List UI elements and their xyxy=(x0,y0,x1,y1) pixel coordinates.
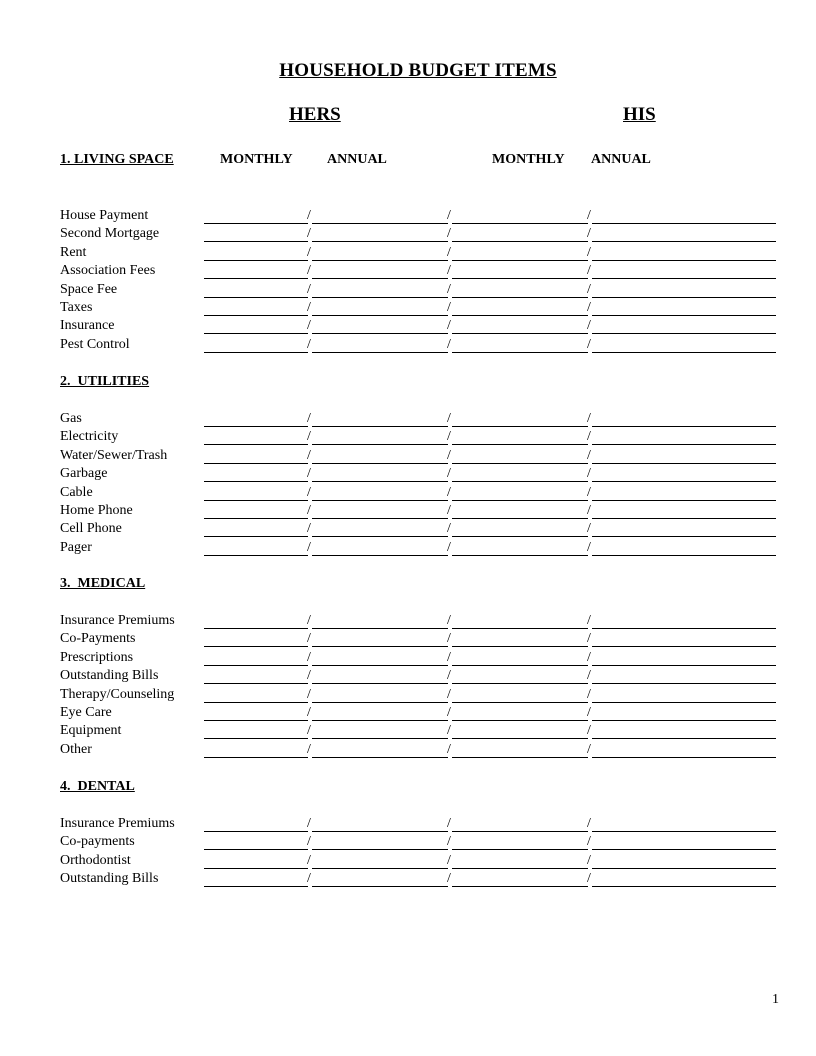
his-annual-blank[interactable] xyxy=(592,333,776,334)
budget-row xyxy=(0,687,816,705)
slash-separator: / xyxy=(447,208,451,223)
his-annual-blank[interactable] xyxy=(592,444,776,445)
slash-separator: / xyxy=(447,226,451,242)
budget-row xyxy=(0,834,816,852)
slash-separator: / xyxy=(587,226,591,242)
slash-separator: / xyxy=(587,613,591,628)
slash-separator: / xyxy=(587,834,591,850)
page-number: 1 xyxy=(772,992,779,1007)
his-monthly-blank[interactable] xyxy=(452,426,588,427)
his-annual-blank[interactable] xyxy=(592,738,776,739)
his-annual-blank[interactable] xyxy=(592,463,776,464)
budget-item-label: Therapy/Counseling xyxy=(60,686,175,702)
his-monthly-blank[interactable] xyxy=(452,720,588,721)
budget-row xyxy=(0,540,816,558)
hers-annual-blank[interactable] xyxy=(312,702,448,703)
slash-separator: / xyxy=(447,834,451,850)
slash-separator: / xyxy=(447,447,451,463)
slash-separator: / xyxy=(447,649,451,665)
slash-separator: / xyxy=(307,263,311,279)
budget-item-label: Co-Payments xyxy=(60,631,136,647)
budget-row xyxy=(0,263,816,281)
hers-monthly-blank[interactable] xyxy=(204,297,308,298)
his-annual-blank[interactable] xyxy=(592,536,776,537)
slash-separator: / xyxy=(587,741,591,757)
hers-monthly-blank[interactable] xyxy=(204,278,308,279)
slash-separator: / xyxy=(307,686,311,702)
budget-item-label: Pest Control xyxy=(60,336,130,352)
hers-monthly-blank[interactable] xyxy=(204,518,308,519)
budget-item-label: House Payment xyxy=(60,208,149,223)
his-monthly-blank[interactable] xyxy=(452,333,588,334)
budget-row xyxy=(0,816,816,834)
slash-separator: / xyxy=(307,503,311,518)
budget-item-label: Insurance Premiums xyxy=(60,816,175,831)
hers-annual-blank[interactable] xyxy=(312,868,448,869)
hers-annual-blank[interactable] xyxy=(312,555,448,556)
hers-annual-blank[interactable] xyxy=(312,278,448,279)
budget-row xyxy=(0,485,816,503)
budget-item-label: Other xyxy=(60,741,92,757)
slash-separator: / xyxy=(307,226,311,242)
his-monthly-blank[interactable] xyxy=(452,738,588,739)
slash-separator: / xyxy=(307,521,311,537)
his-annual-blank[interactable] xyxy=(592,831,776,832)
hers-monthly-blank[interactable] xyxy=(204,886,308,887)
slash-separator: / xyxy=(307,411,311,426)
his-annual-blank[interactable] xyxy=(592,628,776,629)
slash-separator: / xyxy=(587,723,591,739)
slash-separator: / xyxy=(447,466,451,482)
slash-separator: / xyxy=(447,631,451,647)
his-monthly-blank[interactable] xyxy=(452,555,588,556)
his-monthly-blank[interactable] xyxy=(452,886,588,887)
his-heading: HIS xyxy=(623,104,656,125)
slash-separator: / xyxy=(587,336,591,352)
hers-annual-blank[interactable] xyxy=(312,518,448,519)
budget-row xyxy=(0,337,816,355)
hers-annual-blank[interactable] xyxy=(312,333,448,334)
budget-item-label: Cell Phone xyxy=(60,521,122,537)
budget-row xyxy=(0,631,816,649)
hers-annual-blank[interactable] xyxy=(312,352,448,353)
his-annual-blank[interactable] xyxy=(592,481,776,482)
budget-row xyxy=(0,282,816,300)
hers-annual-blank[interactable] xyxy=(312,260,448,261)
hers-monthly-blank[interactable] xyxy=(204,720,308,721)
hers-annual-blank[interactable] xyxy=(312,297,448,298)
budget-row xyxy=(0,650,816,668)
slash-separator: / xyxy=(307,318,311,334)
slash-separator: / xyxy=(587,816,591,831)
his-monthly-blank[interactable] xyxy=(452,702,588,703)
slash-separator: / xyxy=(587,318,591,334)
his-monthly-blank[interactable] xyxy=(452,628,588,629)
his-monthly-blank[interactable] xyxy=(452,831,588,832)
hers-heading: HERS xyxy=(289,104,341,125)
slash-separator: / xyxy=(587,411,591,426)
budget-item-label: Outstanding Bills xyxy=(60,668,159,684)
hers-annual-blank[interactable] xyxy=(312,426,448,427)
hers-monthly-blank[interactable] xyxy=(204,646,308,647)
slash-separator: / xyxy=(307,244,311,260)
slash-separator: / xyxy=(447,852,451,868)
budget-row xyxy=(0,226,816,244)
hers-annual-blank[interactable] xyxy=(312,223,448,224)
budget-row xyxy=(0,318,816,336)
hers-monthly-header: MONTHLY xyxy=(220,152,293,167)
his-annual-blank[interactable] xyxy=(592,886,776,887)
budget-item-label: Insurance xyxy=(60,318,115,334)
budget-item-label: Second Mortgage xyxy=(60,226,160,242)
budget-item-label: Eye Care xyxy=(60,705,112,720)
slash-separator: / xyxy=(447,429,451,445)
his-annual-blank[interactable] xyxy=(592,352,776,353)
slash-separator: / xyxy=(587,852,591,868)
budget-row xyxy=(0,300,816,318)
slash-separator: / xyxy=(447,484,451,500)
hers-monthly-blank[interactable] xyxy=(204,665,308,666)
budget-row xyxy=(0,668,816,686)
slash-separator: / xyxy=(587,503,591,518)
slash-separator: / xyxy=(447,411,451,426)
slash-separator: / xyxy=(307,429,311,445)
slash-separator: / xyxy=(447,300,451,315)
hers-annual-blank[interactable] xyxy=(312,646,448,647)
his-monthly-blank[interactable] xyxy=(452,481,588,482)
slash-separator: / xyxy=(587,281,591,297)
hers-monthly-blank[interactable] xyxy=(204,333,308,334)
slash-separator: / xyxy=(447,244,451,260)
slash-separator: / xyxy=(307,834,311,850)
slash-separator: / xyxy=(587,871,591,887)
section-title: 3. MEDICAL xyxy=(60,576,146,591)
his-monthly-blank[interactable] xyxy=(452,444,588,445)
his-annual-blank[interactable] xyxy=(592,297,776,298)
budget-item-label: Prescriptions xyxy=(60,649,134,665)
hers-monthly-blank[interactable] xyxy=(204,831,308,832)
his-monthly-blank[interactable] xyxy=(452,757,588,758)
his-monthly-blank[interactable] xyxy=(452,518,588,519)
his-annual-blank[interactable] xyxy=(592,555,776,556)
hers-monthly-blank[interactable] xyxy=(204,260,308,261)
his-monthly-blank[interactable] xyxy=(452,278,588,279)
slash-separator: / xyxy=(587,686,591,702)
hers-monthly-blank[interactable] xyxy=(204,315,308,316)
hers-annual-blank[interactable] xyxy=(312,444,448,445)
budget-row xyxy=(0,613,816,631)
slash-separator: / xyxy=(307,613,311,628)
budget-row xyxy=(0,208,816,226)
slash-separator: / xyxy=(307,300,311,315)
budget-item-label: Space Fee xyxy=(60,281,118,297)
slash-separator: / xyxy=(587,631,591,647)
slash-separator: / xyxy=(447,281,451,297)
slash-separator: / xyxy=(587,668,591,684)
his-annual-blank[interactable] xyxy=(592,757,776,758)
section-title: 4. DENTAL xyxy=(60,779,135,794)
hers-annual-blank[interactable] xyxy=(312,757,448,758)
slash-separator: / xyxy=(587,300,591,315)
slash-separator: / xyxy=(447,521,451,537)
his-monthly-blank[interactable] xyxy=(452,646,588,647)
slash-separator: / xyxy=(307,208,311,223)
his-annual-blank[interactable] xyxy=(592,720,776,721)
slash-separator: / xyxy=(447,336,451,352)
his-monthly-blank[interactable] xyxy=(452,315,588,316)
his-annual-blank[interactable] xyxy=(592,683,776,684)
hers-annual-blank[interactable] xyxy=(312,241,448,242)
his-annual-blank[interactable] xyxy=(592,646,776,647)
budget-row xyxy=(0,853,816,871)
hers-monthly-blank[interactable] xyxy=(204,352,308,353)
his-monthly-blank[interactable] xyxy=(452,500,588,501)
his-annual-blank[interactable] xyxy=(592,518,776,519)
his-monthly-blank[interactable] xyxy=(452,868,588,869)
hers-monthly-blank[interactable] xyxy=(204,683,308,684)
hers-monthly-blank[interactable] xyxy=(204,481,308,482)
slash-separator: / xyxy=(307,484,311,500)
slash-separator: / xyxy=(587,649,591,665)
slash-separator: / xyxy=(587,521,591,537)
budget-item-label: Gas xyxy=(60,411,82,426)
his-monthly-blank[interactable] xyxy=(452,665,588,666)
hers-monthly-blank[interactable] xyxy=(204,241,308,242)
hers-annual-blank[interactable] xyxy=(312,886,448,887)
hers-annual-blank[interactable] xyxy=(312,849,448,850)
slash-separator: / xyxy=(587,466,591,482)
his-annual-blank[interactable] xyxy=(592,426,776,427)
budget-row xyxy=(0,871,816,889)
slash-separator: / xyxy=(587,539,591,555)
budget-row xyxy=(0,503,816,521)
slash-separator: / xyxy=(307,871,311,887)
section-title: 2. UTILITIES xyxy=(60,374,150,389)
hers-monthly-blank[interactable] xyxy=(204,868,308,869)
slash-separator: / xyxy=(587,263,591,279)
budget-row xyxy=(0,521,816,539)
slash-separator: / xyxy=(587,484,591,500)
his-annual-blank[interactable] xyxy=(592,702,776,703)
budget-row xyxy=(0,411,816,429)
hers-annual-blank[interactable] xyxy=(312,683,448,684)
his-monthly-blank[interactable] xyxy=(452,536,588,537)
slash-separator: / xyxy=(307,447,311,463)
hers-monthly-blank[interactable] xyxy=(204,223,308,224)
slash-separator: / xyxy=(447,668,451,684)
slash-separator: / xyxy=(447,263,451,279)
hers-annual-header: ANNUAL xyxy=(327,152,387,167)
his-monthly-blank[interactable] xyxy=(452,260,588,261)
his-annual-blank[interactable] xyxy=(592,500,776,501)
hers-monthly-blank[interactable] xyxy=(204,702,308,703)
his-monthly-blank[interactable] xyxy=(452,297,588,298)
slash-separator: / xyxy=(307,741,311,757)
hers-annual-blank[interactable] xyxy=(312,463,448,464)
slash-separator: / xyxy=(307,539,311,555)
budget-item-label: Co-payments xyxy=(60,834,135,850)
budget-item-label: Insurance Premiums xyxy=(60,613,175,628)
his-monthly-blank[interactable] xyxy=(452,683,588,684)
slash-separator: / xyxy=(447,816,451,831)
hers-annual-blank[interactable] xyxy=(312,628,448,629)
hers-monthly-blank[interactable] xyxy=(204,628,308,629)
slash-separator: / xyxy=(587,429,591,445)
budget-row xyxy=(0,723,816,741)
hers-monthly-blank[interactable] xyxy=(204,536,308,537)
slash-separator: / xyxy=(307,723,311,739)
slash-separator: / xyxy=(307,631,311,647)
his-annual-blank[interactable] xyxy=(592,241,776,242)
slash-separator: / xyxy=(307,852,311,868)
hers-annual-blank[interactable] xyxy=(312,738,448,739)
slash-separator: / xyxy=(447,503,451,518)
his-monthly-header: MONTHLY xyxy=(492,152,565,167)
budget-item-label: Garbage xyxy=(60,466,108,482)
slash-separator: / xyxy=(307,336,311,352)
hers-monthly-blank[interactable] xyxy=(204,555,308,556)
his-annual-blank[interactable] xyxy=(592,849,776,850)
his-monthly-blank[interactable] xyxy=(452,241,588,242)
hers-monthly-blank[interactable] xyxy=(204,500,308,501)
his-monthly-blank[interactable] xyxy=(452,352,588,353)
slash-separator: / xyxy=(587,447,591,463)
his-annual-blank[interactable] xyxy=(592,278,776,279)
budget-row xyxy=(0,245,816,263)
budget-item-label: Rent xyxy=(60,244,87,260)
hers-monthly-blank[interactable] xyxy=(204,426,308,427)
hers-annual-blank[interactable] xyxy=(312,831,448,832)
slash-separator: / xyxy=(447,871,451,887)
budget-item-label: Home Phone xyxy=(60,503,133,518)
budget-item-label: Taxes xyxy=(60,300,93,315)
slash-separator: / xyxy=(447,318,451,334)
his-monthly-blank[interactable] xyxy=(452,849,588,850)
slash-separator: / xyxy=(307,705,311,720)
hers-monthly-blank[interactable] xyxy=(204,444,308,445)
slash-separator: / xyxy=(307,649,311,665)
budget-item-label: Outstanding Bills xyxy=(60,871,159,887)
page-title: HOUSEHOLD BUDGET ITEMS xyxy=(279,60,557,81)
slash-separator: / xyxy=(447,705,451,720)
hers-monthly-blank[interactable] xyxy=(204,849,308,850)
slash-separator: / xyxy=(587,705,591,720)
his-monthly-blank[interactable] xyxy=(452,223,588,224)
his-annual-header: ANNUAL xyxy=(591,152,651,167)
budget-row xyxy=(0,429,816,447)
budget-item-label: Water/Sewer/Trash xyxy=(60,447,168,463)
budget-item-label: Electricity xyxy=(60,429,119,445)
his-annual-blank[interactable] xyxy=(592,868,776,869)
budget-item-label: Pager xyxy=(60,539,92,555)
slash-separator: / xyxy=(447,686,451,702)
slash-separator: / xyxy=(447,723,451,739)
slash-separator: / xyxy=(307,281,311,297)
budget-row xyxy=(0,742,816,760)
hers-monthly-blank[interactable] xyxy=(204,757,308,758)
his-annual-blank[interactable] xyxy=(592,665,776,666)
his-monthly-blank[interactable] xyxy=(452,463,588,464)
hers-annual-blank[interactable] xyxy=(312,665,448,666)
section-title-living-space: 1. LIVING SPACE xyxy=(60,152,174,167)
his-annual-blank[interactable] xyxy=(592,315,776,316)
hers-annual-blank[interactable] xyxy=(312,536,448,537)
hers-annual-blank[interactable] xyxy=(312,720,448,721)
slash-separator: / xyxy=(447,539,451,555)
slash-separator: / xyxy=(307,466,311,482)
budget-row xyxy=(0,448,816,466)
budget-row xyxy=(0,466,816,484)
hers-annual-blank[interactable] xyxy=(312,315,448,316)
slash-separator: / xyxy=(447,741,451,757)
slash-separator: / xyxy=(307,816,311,831)
his-annual-blank[interactable] xyxy=(592,223,776,224)
budget-item-label: Cable xyxy=(60,484,93,500)
slash-separator: / xyxy=(587,244,591,260)
slash-separator: / xyxy=(587,208,591,223)
hers-monthly-blank[interactable] xyxy=(204,463,308,464)
slash-separator: / xyxy=(447,613,451,628)
hers-monthly-blank[interactable] xyxy=(204,738,308,739)
hers-annual-blank[interactable] xyxy=(312,500,448,501)
hers-annual-blank[interactable] xyxy=(312,481,448,482)
budget-row xyxy=(0,705,816,723)
his-annual-blank[interactable] xyxy=(592,260,776,261)
slash-separator: / xyxy=(307,668,311,684)
budget-item-label: Association Fees xyxy=(60,263,156,279)
budget-item-label: Equipment xyxy=(60,723,122,739)
budget-item-label: Orthodontist xyxy=(60,852,131,868)
